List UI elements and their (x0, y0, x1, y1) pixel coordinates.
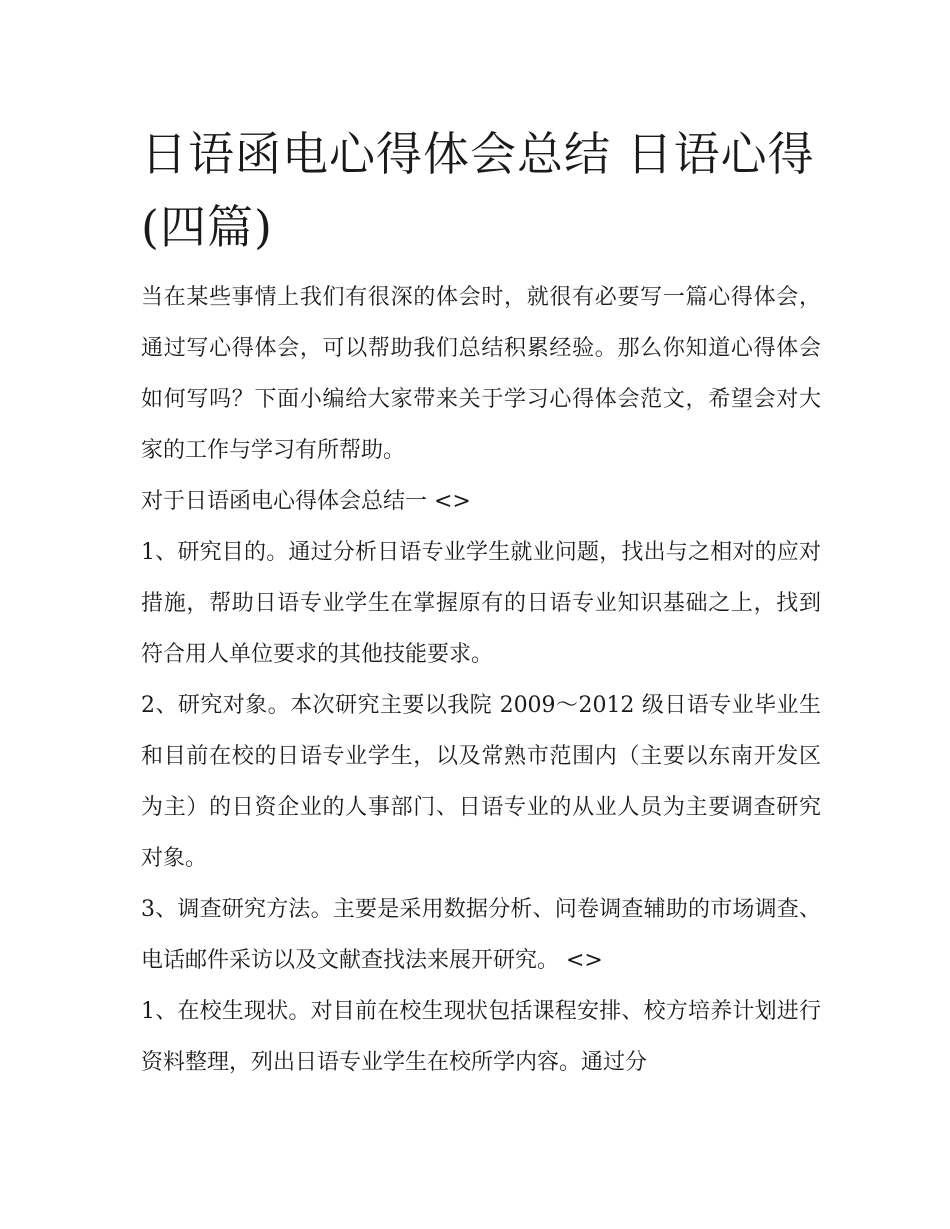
document-page (141, 118, 821, 1088)
research-subject-paragraph: 2、研究对象。本次研究主要以我院 2009～2012 级日语专业毕业生和目前在校的日语专业学生，以及常熟市范围内（主要以东南开发区为主）的日资企业的人事部门、日语专业的从业人员为主要调查研究对象。 (141, 693, 821, 871)
research-method-paragraph: 3、调查研究方法。主要是采用数据分析、问卷调查辅助的市场调查、电话邮件采访以及文献查找法来展开研究。 <> (141, 897, 821, 973)
document-title: 日语函电心得体会总结 日语心得(四篇) (141, 127, 815, 254)
student-status-paragraph: 1、在校生现状。对目前在校生现状包括课程安排、校方培养计划进行资料整理，列出日语专业学生在校所学内容。通过分 (141, 999, 821, 1075)
research-purpose-paragraph: 1、研究目的。通过分析日语专业学生就业问题，找出与之相对的应对措施，帮助日语专业学生在掌握原有的日语专业知识基础之上，找到符合用人单位要求的其他技能要求。 (141, 540, 821, 667)
section-heading: 对于日语函电心得体会总结一 <> (141, 489, 471, 514)
intro-paragraph: 当在某些事情上我们有很深的体会时，就很有必要写一篇心得体会，通过写心得体会，可以帮助我们总结积累经验。那么你知道心得体会如何写吗？下面小编给大家带来关于学习心得体会范文，希望会对大家的工作与学习有所帮助。 (141, 285, 821, 463)
